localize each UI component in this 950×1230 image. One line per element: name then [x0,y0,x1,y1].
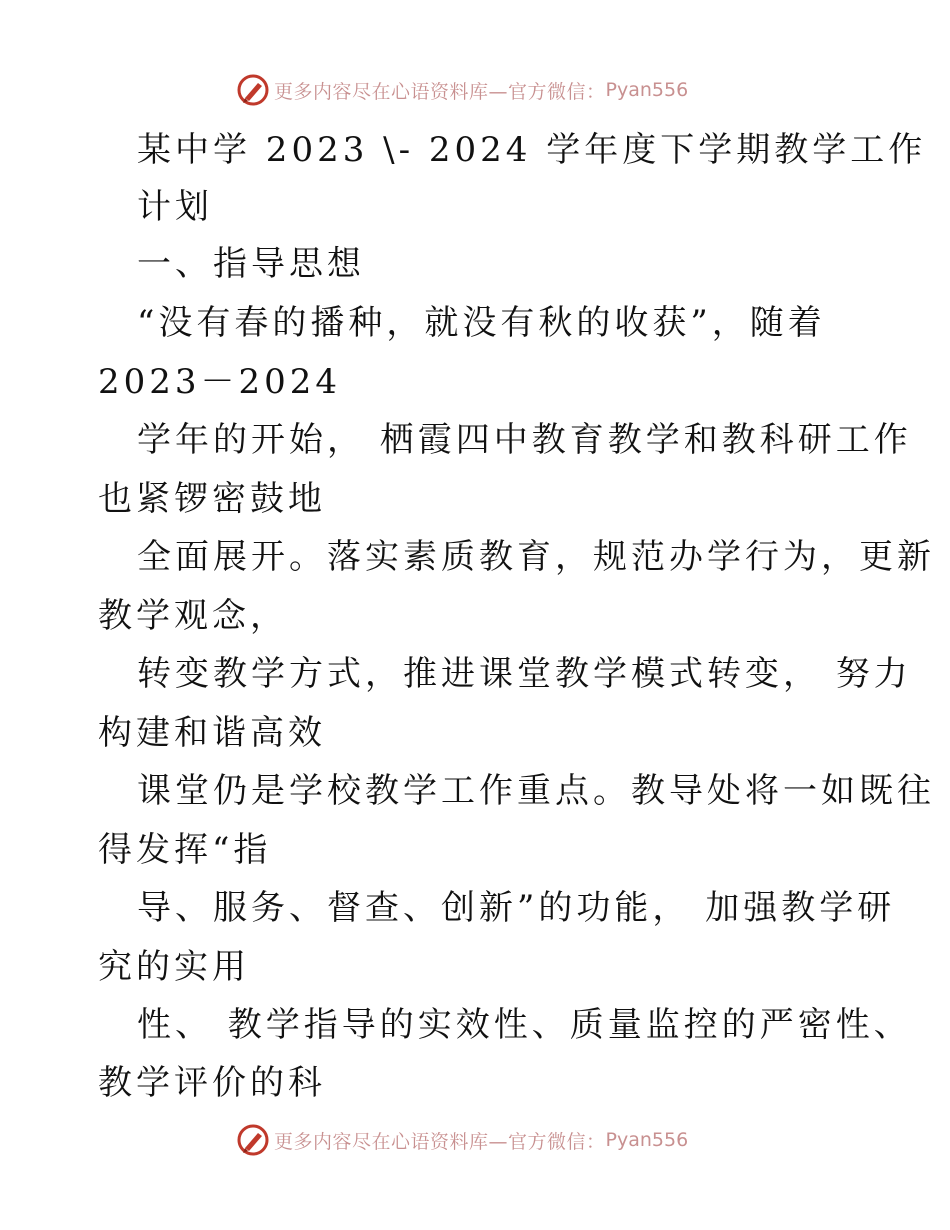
watermark-header [236,72,688,108]
watermark-footer [236,1122,688,1158]
pen-logo-icon [236,73,270,107]
paragraph-line: 教学评价的科 [98,1063,326,1103]
watermark-id: Pyan556 [605,1129,689,1151]
paragraph-line: 全面展开。落实素质教育，规范办学行为，更新 [137,537,935,577]
paragraph-line: 也紧锣密鼓地 [98,479,326,519]
paragraph-line: 课堂仍是学校教学工作重点。教导处将一如既往 [137,771,935,811]
paragraph-line: 性、 教学指导的实效性、质量监控的严密性、 [137,1005,912,1045]
paragraph-line: 构建和谐高效 [98,713,326,753]
paragraph-line: 教学观念， [98,596,288,636]
document-title-line-1: 某中学 2023 \- 2024 学年度下学期教学工作 [137,130,927,170]
paragraph-line: 得发挥“指 [98,830,272,870]
paragraph-line: 转变教学方式，推进课堂教学模式转变， 努力 [137,654,912,694]
paragraph-line: 究的实用 [98,947,250,987]
watermark-text: 更多内容尽在心语资料库—官方微信： [274,80,606,103]
paragraph-line: 2023－2024 [98,362,342,402]
paragraph-line: “没有春的播种，就没有秋的收获”，随着 [137,303,826,343]
pen-logo-icon [236,1123,270,1157]
watermark-text: 更多内容尽在心语资料库—官方微信： [274,1130,606,1153]
section-heading: 一、指导思想 [137,244,365,284]
paragraph-line: 导、服务、督查、创新”的功能， 加强教学研 [137,888,896,928]
document-title-line-2: 计划 [137,187,213,227]
paragraph-line: 学年的开始， 栖霞四中教育教学和教科研工作 [137,420,912,460]
watermark-id: Pyan556 [605,79,689,101]
